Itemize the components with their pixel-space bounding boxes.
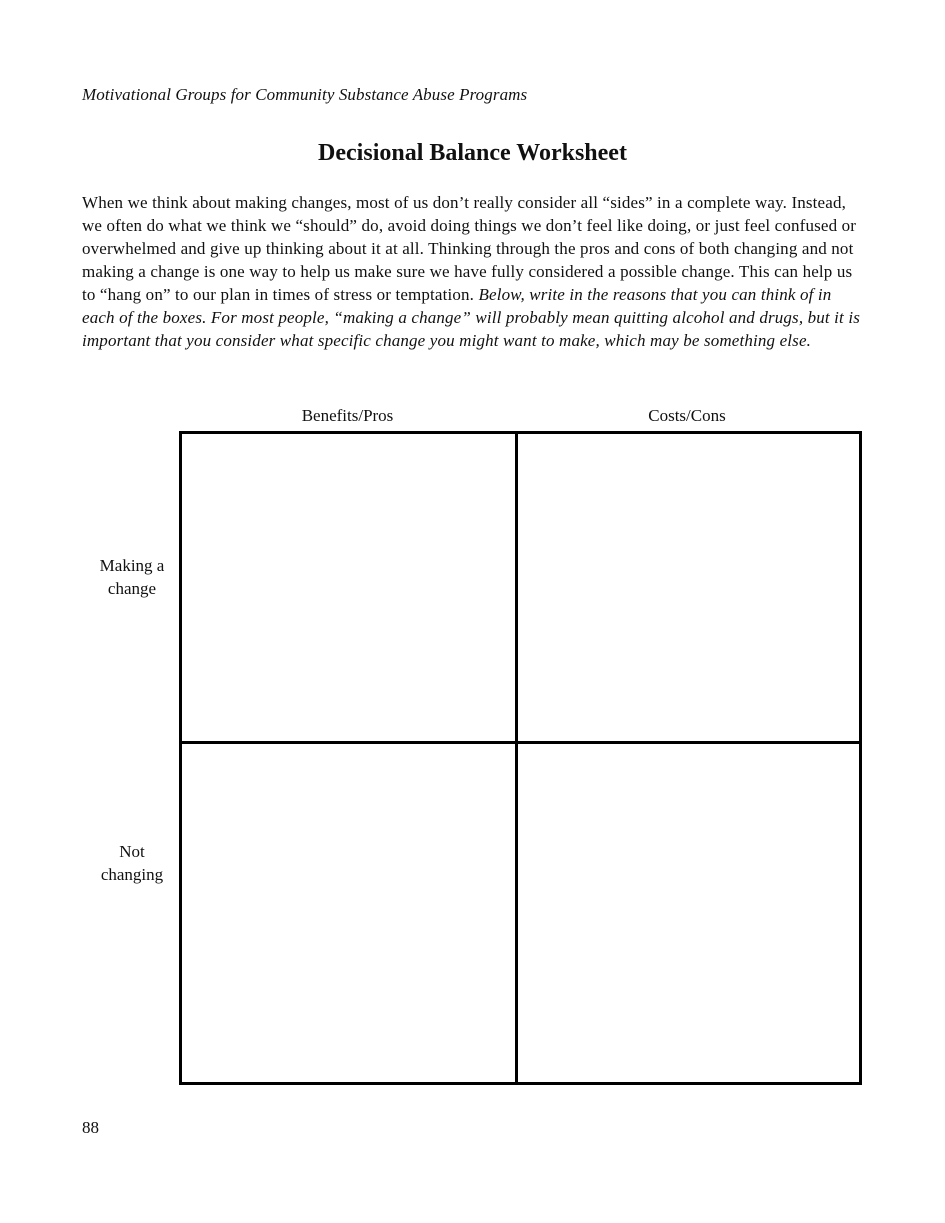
cell-change-benefits[interactable] xyxy=(182,434,515,741)
row-label-not-changing xyxy=(82,840,182,886)
cell-nochange-benefits[interactable] xyxy=(182,744,515,1082)
decision-grid xyxy=(179,431,862,1085)
grid-horizontal-divider xyxy=(182,741,859,744)
cell-change-costs[interactable] xyxy=(518,434,859,741)
page-title: Decisional Balance Worksheet xyxy=(318,140,627,166)
grid-vertical-divider xyxy=(515,434,518,1082)
intro-paragraph xyxy=(82,191,867,352)
cell-nochange-costs[interactable] xyxy=(518,744,859,1082)
row-label-line: change xyxy=(107,579,157,598)
running-header: Motivational Groups for Community Substance Abuse Programs xyxy=(82,85,528,104)
row-label-line: Making a xyxy=(99,556,165,575)
column-header-costs: Costs/Cons xyxy=(648,406,726,425)
intro-instructions-text: Below, write in the reasons that you can think of in each of the boxes. For most people, “making a change” will probably mean quitting alcohol and drugs, but it is important that you consider what specific change you might want to make, which may be something else. xyxy=(82,285,860,350)
row-label-line: changing xyxy=(100,865,164,884)
page-number: 88 xyxy=(82,1118,99,1137)
intro-body-text: When we think about making changes, most of us don’t really consider all “sides” in a complete way. Instead, we often do what we think we “should” do, avoid doing things we don’t feel like doing, or just feel confused or overwhelmed and give up thinking about it at all. Thinking through the pros and cons of both changing and not making a change is one way to help us make sure we have fully considered a possible change. This can help us to “hang on” to our plan in times of stress or temptation. xyxy=(82,193,857,304)
row-label-making-change xyxy=(82,554,182,600)
column-header-benefits: Benefits/Pros xyxy=(301,406,394,425)
row-label-line: Not xyxy=(119,842,145,861)
